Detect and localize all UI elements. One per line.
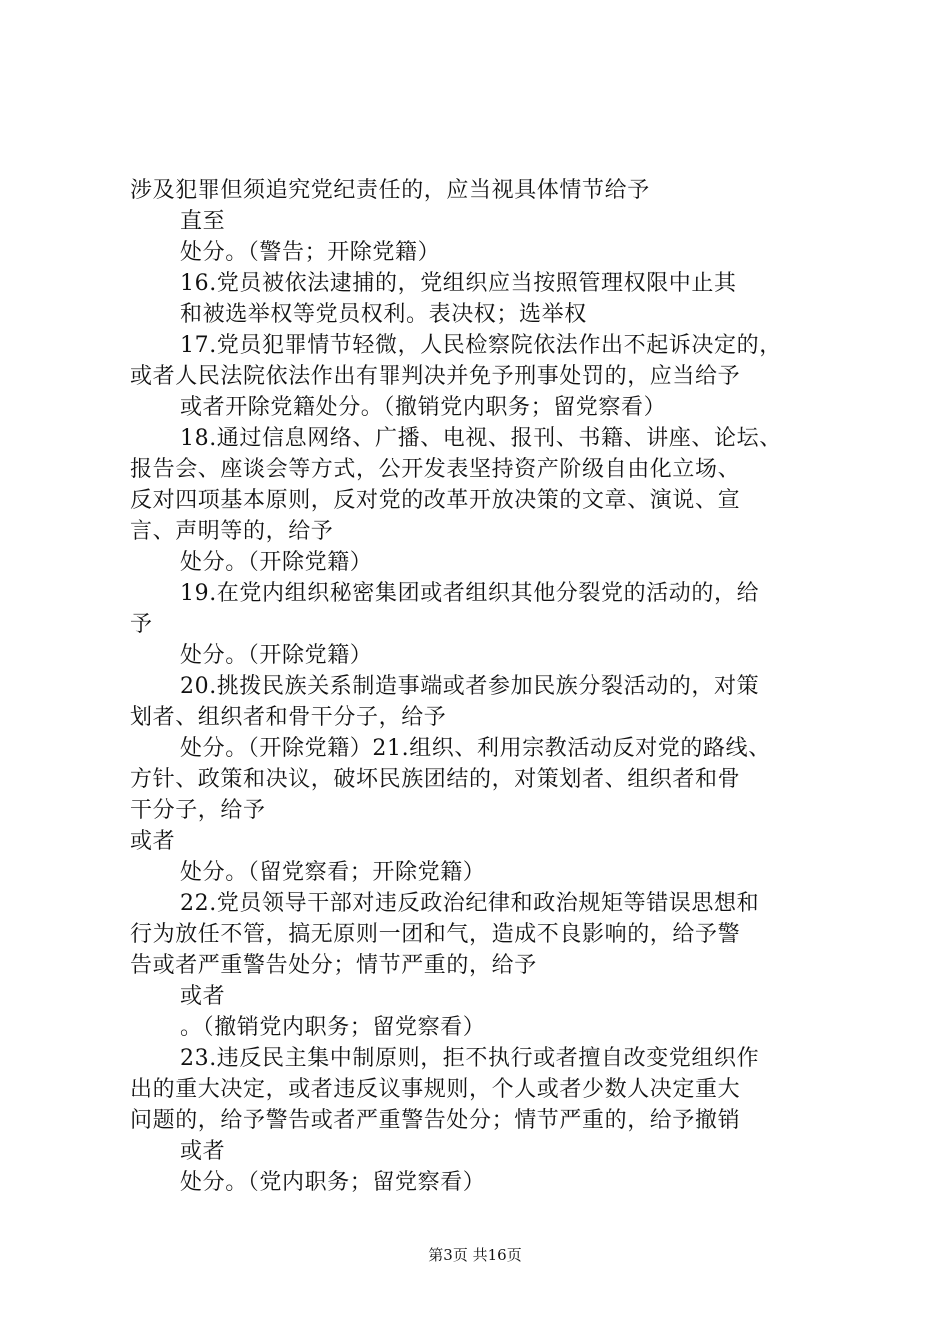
text-line: 出的重大决定，或者违反议事规则，个人或者少数人决定重大 xyxy=(130,1077,741,1102)
text-line: 。（撤销党内职务；留党察看） xyxy=(180,1015,486,1040)
text-line: 予 xyxy=(130,612,153,637)
text-line: 报告会、座谈会等方式，公开发表坚持资产阶级自由化立场、 xyxy=(130,457,741,482)
text-line: 23.违反民主集中制原则，拒不执行或者擅自改变党组织作 xyxy=(180,1046,760,1071)
text-line: 19.在党内组织秘密集团或者组织其他分裂党的活动的，给 xyxy=(180,581,760,606)
text-line: 行为放任不管，搞无原则一团和气，造成不良影响的，给予警 xyxy=(130,922,741,947)
text-line: 和被选举权等党员权利。表决权；选举权 xyxy=(180,302,587,327)
text-line: 处分。（开除党籍） xyxy=(180,550,373,575)
text-line: 处分。（党内职务；留党察看） xyxy=(180,1170,486,1195)
text-line: 直至 xyxy=(180,209,226,234)
text-line: 或者 xyxy=(130,829,176,854)
text-line: 18.通过信息网络、广播、电视、报刊、书籍、讲座、论坛、 xyxy=(180,426,782,451)
text-line: 16.党员被依法逮捕的，党组织应当按照管理权限中止其 xyxy=(180,271,737,296)
text-line: 或者 xyxy=(180,984,226,1009)
text-line: 处分。（警告；开除党籍） xyxy=(180,240,441,265)
text-line: 或者 xyxy=(180,1139,226,1164)
text-line: 反对四项基本原则，反对党的改革开放决策的文章、演说、宣 xyxy=(130,488,741,513)
page-footer: 第3页 共16页 xyxy=(428,1246,522,1264)
text-line: 问题的，给予警告或者严重警告处分；情节严重的，给予撤销 xyxy=(130,1108,741,1133)
text-line: 处分。（留党察看；开除党籍） xyxy=(180,860,486,885)
text-line: 20.挑拨民族关系制造事端或者参加民族分裂活动的，对策 xyxy=(180,674,760,699)
text-line: 划者、组织者和骨干分子，给予 xyxy=(130,705,447,730)
text-line: 涉及犯罪但须追究党纪责任的，应当视具体情节给予 xyxy=(130,178,650,203)
text-line: 处分。（开除党籍）21.组织、利用宗教活动反对党的路线、 xyxy=(180,736,771,761)
text-line: 22.党员领导干部对违反政治纪律和政治规矩等错误思想和 xyxy=(180,891,760,916)
document-body xyxy=(130,175,850,1198)
text-line: 或者开除党籍处分。（撤销党内职务；留党察看） xyxy=(180,395,667,420)
text-line: 17.党员犯罪情节轻微，人民检察院依法作出不起诉决定的， xyxy=(180,333,782,358)
text-line: 告或者严重警告处分；情节严重的，给予 xyxy=(130,953,537,978)
text-line: 言、声明等的，给予 xyxy=(130,519,334,544)
text-line: 处分。（开除党籍） xyxy=(180,643,373,668)
text-line: 或者人民法院依法作出有罪判决并免予刑事处罚的，应当给予 xyxy=(130,364,741,389)
text-line: 干分子，给予 xyxy=(130,798,266,823)
text-line: 方针、政策和决议，破坏民族团结的，对策划者、组织者和骨 xyxy=(130,767,741,792)
